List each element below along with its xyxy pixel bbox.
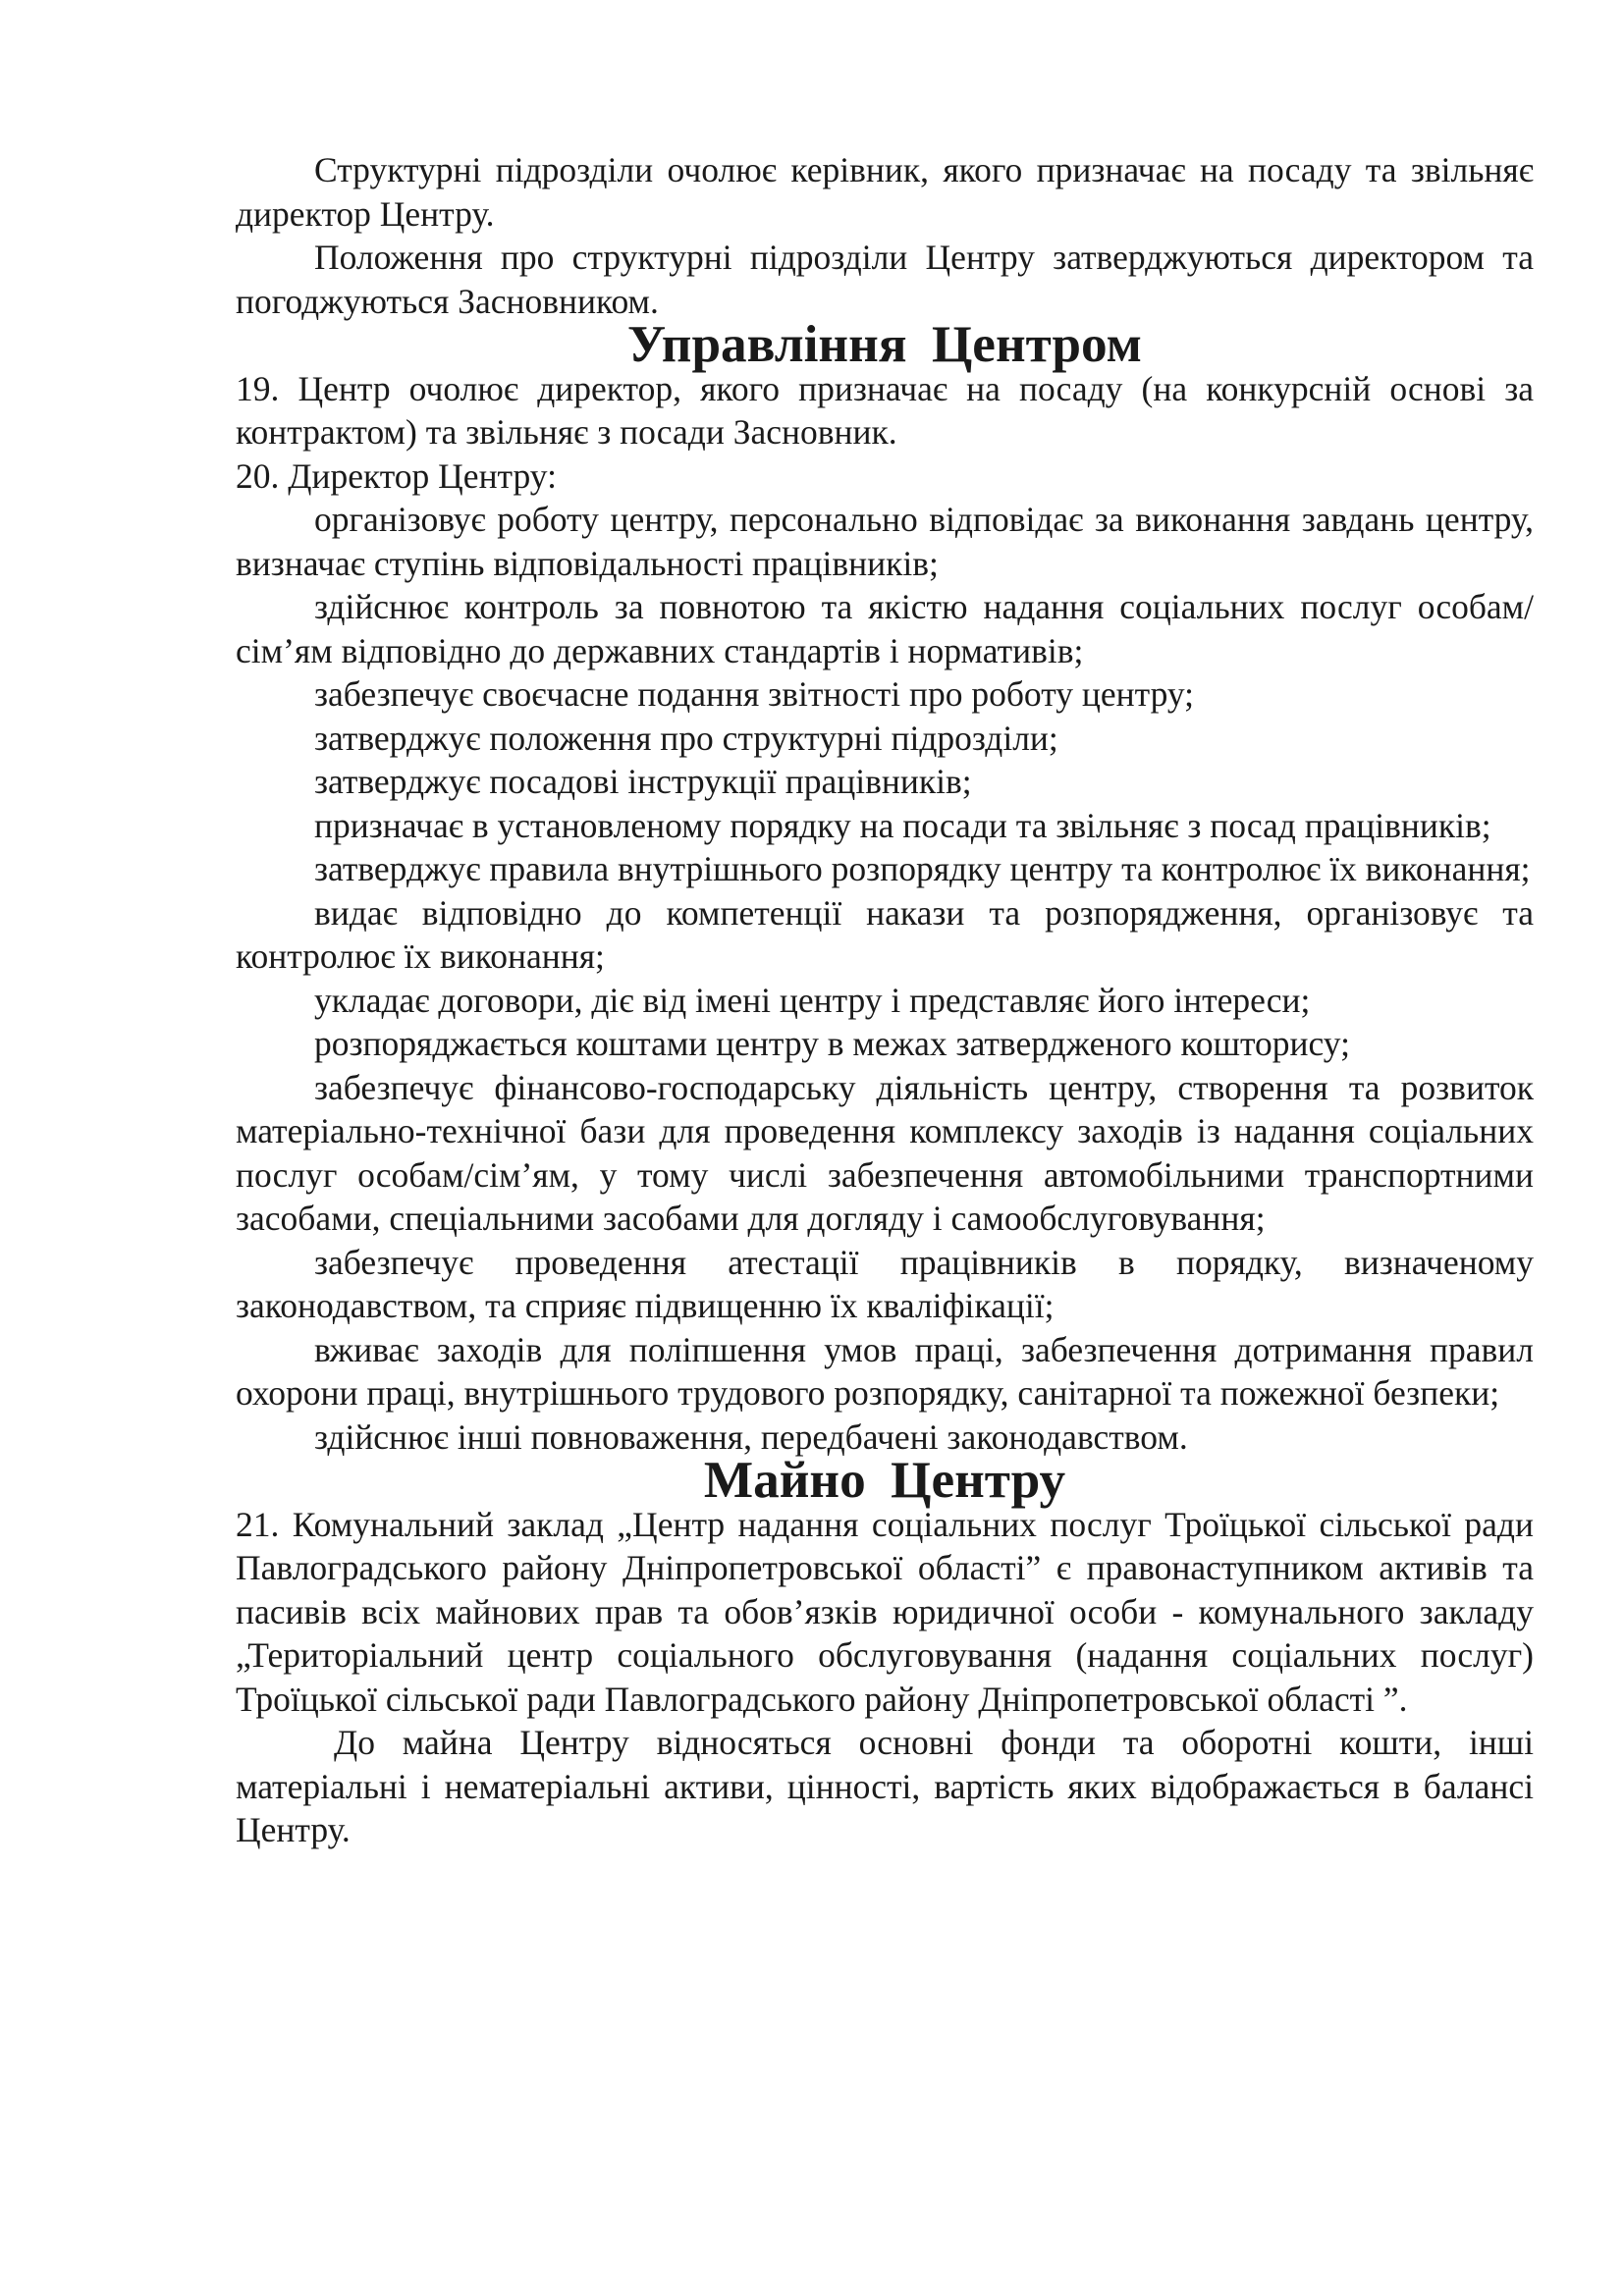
duty-item: забезпечує проведення атестації працівників в порядку, визначеному законодавством, та сприяє підвищенню їх кваліфікації; <box>236 1242 1534 1325</box>
duty-item: призначає в установленому порядку на посади та звільняє з посад працівників; <box>314 805 1491 845</box>
duty-item: забезпечує своєчасне подання звітності про роботу центру; <box>314 674 1194 714</box>
assets-paragraph: До майна Центру відносяться основні фонди та оборотні кошти, інші матеріальні і нематеріальні активи, цінності, вартість яких відображається в балансі Центру. <box>236 1723 1534 1849</box>
duty-item: затверджує правила внутрішнього розпорядку центру та контролює їх виконання; <box>314 849 1531 888</box>
section-heading-management: Управління Центром <box>627 315 1142 373</box>
intro-paragraph-2: Положення про структурні підрозділи Центру затверджуються директором та погоджуються Засновником. <box>236 238 1534 321</box>
duty-item: затверджує положення про структурні підрозділи; <box>314 718 1058 758</box>
duty-item: забезпечує фінансово-господарську діяльність центру, створення та розвиток матеріально-технічної бази для проведення комплексу заходів із надання соціальних послуг особам/сім’ям, у тому числі забезпечення автомобільними транспортними засобами, спеціальними засобами для догляду і самообслуговування; <box>236 1067 1534 1238</box>
section-heading-property: Майно Центру <box>703 1451 1066 1509</box>
duty-item: розпоряджається коштами центру в межах затвердженого кошторису; <box>314 1024 1350 1063</box>
duty-item: видає відповідно до компетенції накази та розпорядження, організовує та контролює їх виконання; <box>236 892 1534 976</box>
item-21: 21. Комунальний заклад „Центр надання соціальних послуг Троїцької сільської ради Павлоградського району Дніпропетровської області” є правонаступником активів та пасивів всіх майнових прав та обов’язків юридичної особи - комунального закладу „Територіальний центр соціального обслуговування (надання соціальних послуг) Троїцької сільської ради Павлоградського району Дніпропетровської області ”. <box>236 1504 1534 1719</box>
intro-paragraph-1: Структурні підрозділи очолює керівник, якого призначає на посаду та звільняє директор Центру. <box>236 150 1534 234</box>
duty-item: укладає договори, діє від імені центру і представляє його інтереси; <box>314 980 1311 1020</box>
item-19: 19. Центр очолює директор, якого призначає на посаду (на конкурсній основі за контрактом) та звільняє з посади Засновник. <box>236 368 1534 452</box>
duty-item: організовує роботу центру, персонально відповідає за виконання завдань центру, визначає ступінь відповідальності працівників; <box>236 500 1534 583</box>
document-page <box>236 148 1534 1852</box>
duty-item: вживає заходів для поліпшення умов праці, забезпечення дотримання правил охорони праці, внутрішнього трудового розпорядку, санітарної та пожежної безпеки; <box>236 1329 1534 1413</box>
duty-item: здійснює інші повноваження, передбачені законодавством. <box>314 1416 1188 1457</box>
duty-item: здійснює контроль за повнотою та якістю надання соціальних послуг особам/сім’ям відповідно до державних стандартів і нормативів; <box>236 587 1534 670</box>
item-20-title: 20. Директор Центру: <box>236 455 557 496</box>
duty-item: затверджує посадові інструкції працівників; <box>314 762 972 801</box>
